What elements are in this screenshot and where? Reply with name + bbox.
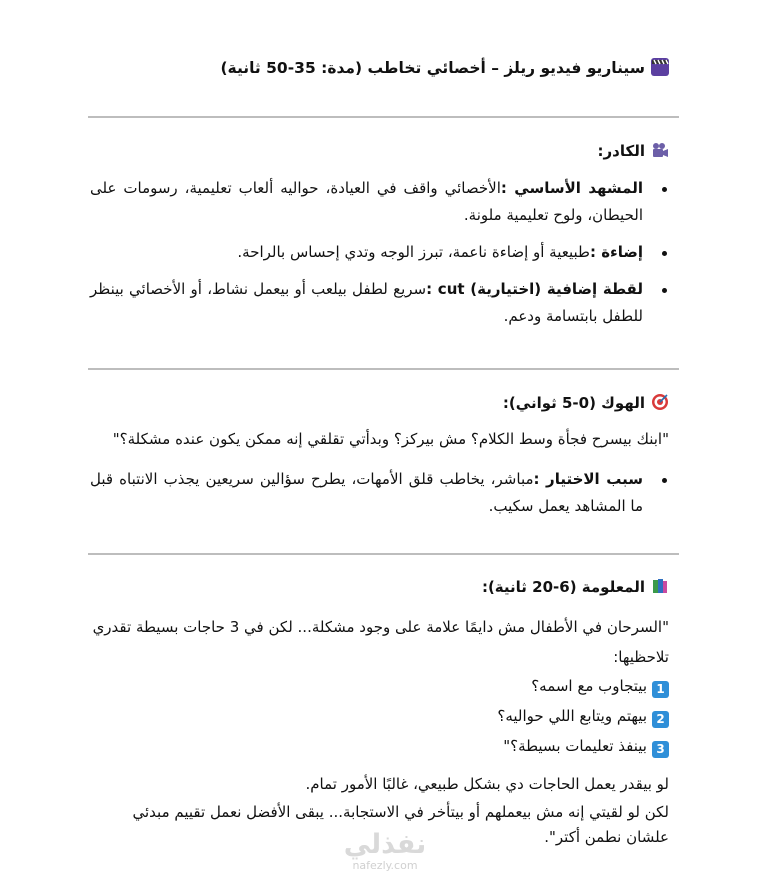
list-item-text: الأخصائي واقف في العيادة، حواليه ألعاب تعليمية، رسومات على الحيطان، ولوح تعليمية ملونة. bbox=[90, 179, 643, 224]
hook-heading-text: الهوك (0-5 ثواني): bbox=[502, 394, 645, 412]
info-heading-text: المعلومة (6-20 ثانية): bbox=[481, 578, 645, 596]
list-item-text: سريع لطفل بيلعب أو بيعمل نشاط، أو الأخصائي بينظر للطفل بابتسامة ودعم. bbox=[90, 280, 643, 325]
numbered-item bbox=[503, 737, 669, 758]
hook-quote: "ابنك بيسرح فجأة وسط الكلام؟ مش بيركز؟ وبدأتي تقلقي إنه ممكن يكون عنده مشكلة؟" bbox=[112, 430, 669, 448]
watermark-sub: nafezly.com bbox=[352, 859, 418, 872]
watermark-main: نفذلي bbox=[343, 829, 427, 860]
hook-heading bbox=[503, 393, 669, 412]
film-camera-icon bbox=[651, 141, 669, 159]
info-heading bbox=[482, 577, 669, 596]
clapperboard-icon bbox=[651, 58, 669, 76]
list-item bbox=[90, 175, 669, 229]
list-item-text: مباشر، يخاطب قلق الأمهات، يطرح سؤالين سريعين يجذب الانتباه قبل ما المشاهد يعمل سكيب. bbox=[90, 470, 643, 515]
frame-heading-text: الكادر: bbox=[597, 142, 645, 160]
list-item bbox=[90, 276, 669, 330]
books-icon bbox=[651, 577, 669, 595]
page-title-text: سيناريو فيديو ريلز – أخصائي تخاطب (مدة: 35-50 ثانية) bbox=[220, 59, 645, 77]
info-intro: "السرحان في الأطفال مش دايمًا علامة على وجود مشكلة... لكن في 3 حاجات بسيطة تقدري تلاحظيها: bbox=[92, 618, 669, 666]
list-item-label: المشهد الأساسي : bbox=[500, 179, 643, 197]
page-title bbox=[220, 58, 669, 77]
list-item-label: لقطة إضافية (اختيارية) cut : bbox=[426, 280, 643, 298]
list-item-text: طبيعية أو إضاءة ناعمة، تبرز الوجه وتدي إحساس بالراحة. bbox=[237, 243, 590, 261]
list-item bbox=[90, 466, 669, 520]
frame-list bbox=[90, 175, 669, 330]
numbered-item bbox=[531, 677, 669, 698]
divider bbox=[88, 553, 679, 555]
numbered-item bbox=[497, 707, 669, 728]
hook-list bbox=[90, 466, 669, 520]
watermark-logo bbox=[330, 830, 440, 872]
divider bbox=[88, 116, 679, 118]
numbered-item-text: بيتجاوب مع اسمه؟ bbox=[531, 677, 647, 695]
number-3-icon: 3 bbox=[652, 741, 669, 758]
target-icon bbox=[651, 393, 669, 411]
number-1-icon: 1 bbox=[652, 681, 669, 698]
numbered-item-text: بيهتم ويتابع اللي حواليه؟ bbox=[497, 707, 647, 725]
list-item-label: إضاءة : bbox=[589, 243, 643, 261]
divider bbox=[88, 368, 679, 370]
info-outro-2: لكن لو لقيتي إنه مش بيعملهم أو بيتأخر في الاستجابة... يبقى الأفضل نعمل تقييم مبدئي علشان نطمن أكتر". bbox=[132, 803, 669, 846]
list-item bbox=[90, 239, 669, 266]
number-2-icon: 2 bbox=[652, 711, 669, 728]
info-outro-1: لو بيقدر يعمل الحاجات دي بشكل طبيعي، غالبًا الأمور تمام. bbox=[305, 775, 669, 793]
list-item-label: سبب الاختيار : bbox=[533, 470, 643, 488]
numbered-item-text: بينفذ تعليمات بسيطة؟" bbox=[503, 737, 647, 755]
frame-heading bbox=[598, 141, 669, 160]
